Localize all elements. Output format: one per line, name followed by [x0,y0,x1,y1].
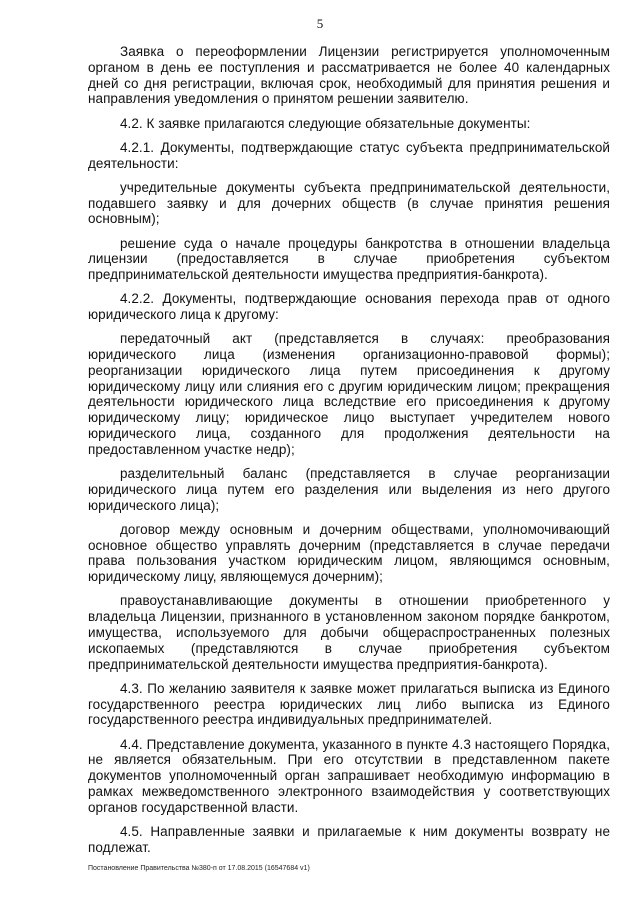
paragraph: разделительный баланс (представляется в случае реорганизации юридического лица путем его разделения или выделения из него другого юридического лица); [88,466,610,513]
paragraph: 4.3. По желанию заявителя к заявке может прилагаться выписка из Единого государственного реестра юридических лиц либо выписка из Единого государственного реестра индивидуальных предпринимателей. [88,680,610,728]
paragraph: договор между основным и дочерним обществами, уполномочивающий основное общество управлять дочерним (представляется в случае передачи права пользования участком юридическим лицом, являющимся основным, юридическому лицу, являющемуся дочерним); [88,521,610,585]
page-number: 5 [316,16,324,31]
document-footer: Постановление Правительства №380-п от 17.08.2015 (16547684 v1) [88,865,310,872]
document-body [88,44,610,864]
paragraph: 4.4. Представление документа, указанного в пункте 4.3 настоящего Порядка, не является обязательным. При его отсутствии в представленном пакете документов уполномоченный орган запрашивает необходимую информацию в рамках межведомственного электронного взаимодействия у соответствующих органов государственной власти. [88,736,610,815]
paragraph: 4.2.2. Документы, подтверждающие основания перехода прав от одного юридического лица к другому: [88,291,610,323]
paragraph: 4.2. К заявке прилагаются следующие обязательные документы: [120,115,531,131]
paragraph: передаточный акт (представляется в случаях: преобразования юридического лица (изменения организационно-правовой формы); реорганизации юридического лица путем присоединения к другому юридическому лицу или слияния его с другим юридическим лицом; прекращения деятельности юридического лица вследствие его присоединения к другому юридическому лицу; юридическое лицо выступает учредителем нового юридического лица, созданного для продолжения деятельности на предоставленном участке недр); [88,331,610,457]
paragraph: Заявка о переоформлении Лицензии регистрируется уполномоченным органом в день ее поступления и рассматривается не более 40 календарных дней со дня регистрации, включая срок, необходимый для принятия решения и направления уведомления о принятом решении заявителю. [88,44,610,107]
paragraph: правоустанавливающие документы в отношении приобретенного у владельца Лицензии, признанного в установленном законом порядке банкротом, имущества, используемого для добычи общераспространенных полезных ископаемых (представляются в случае приобретения субъектом предпринимательской деятельности имущества предприятия-банкрота). [88,593,610,672]
paragraph: учредительные документы субъекта предпринимательской деятельности, подавшего заявку и для дочерних обществ (в случае принятия решения основным); [88,179,610,227]
paragraph: 4.5. Направленные заявки и прилагаемые к ним документы возврату не подлежат. [88,823,610,855]
paragraph: решение суда о начале процедуры банкротства в отношении владельца лицензии (предоставляется в случае приобретения субъектом предпринимательской деятельности имущества предприятия-банкрота). [88,235,610,283]
paragraph: 4.2.1. Документы, подтверждающие статус субъекта предпринимательской деятельности: [88,139,610,171]
